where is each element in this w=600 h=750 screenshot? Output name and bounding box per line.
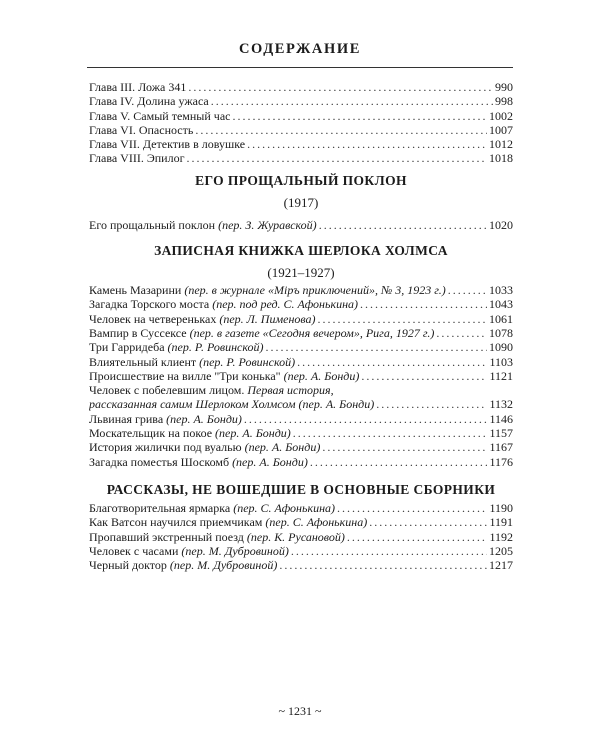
page-header-title: СОДЕРЖАНИЕ <box>238 41 362 57</box>
entry-title: Человек с часами <box>89 543 179 558</box>
leader-dots <box>293 426 488 440</box>
entry-translator: (пер. Л. Пименова) <box>219 311 316 326</box>
toc-entry <box>89 544 513 558</box>
leader-dots <box>291 544 487 558</box>
entry-page: 1061 <box>489 311 513 326</box>
entry-translator: (пер. Р. Ровинской) <box>167 340 264 355</box>
table-of-contents <box>89 80 513 572</box>
leader-dots <box>195 123 487 137</box>
toc-entry-line2 <box>89 397 513 411</box>
entry-page: 1146 <box>489 411 513 426</box>
entry-title: Камень Мазарини <box>89 283 182 298</box>
leader-dots <box>318 312 487 326</box>
toc-entry <box>89 218 513 232</box>
section-title: РАССКАЗЫ, НЕ ВОШЕДШИЕ В ОСНОВНЫЕ СБОРНИКИ <box>106 481 496 497</box>
entry-translator: (пер. А. Бонди) <box>215 426 291 441</box>
toc-entry <box>89 283 513 297</box>
leader-dots <box>369 515 487 529</box>
leader-dots <box>188 80 493 94</box>
page-number: ~ 1231 ~ <box>278 704 322 718</box>
entry-title: Пропавший экстренный поезд <box>89 529 244 544</box>
leader-dots <box>232 109 487 123</box>
entry-page: 1167 <box>489 440 513 455</box>
leader-dots <box>310 455 488 469</box>
toc-entry <box>89 369 513 383</box>
entry-translator: (пер. З. Журавской) <box>218 217 317 232</box>
entry-page: 1043 <box>489 297 513 312</box>
leader-dots <box>247 137 487 151</box>
toc-entry <box>89 312 513 326</box>
toc-entry <box>89 440 513 454</box>
entry-title: Львиная грива <box>89 411 164 426</box>
toc-entry-line1 <box>89 383 513 397</box>
entry-title: Человек с побелевшим лицом. <box>89 383 245 398</box>
entry-title: Три Гарридеба <box>89 340 165 355</box>
entry-page: 1157 <box>489 426 513 441</box>
entry-title: Человек на четвереньках <box>89 311 217 326</box>
entry-translator: (пер. А. Бонди) <box>232 454 308 469</box>
toc-entry <box>89 109 513 123</box>
leader-dots <box>337 501 487 515</box>
entry-title: Глава III. Ложа 341 <box>89 80 187 94</box>
entry-page: 990 <box>495 80 513 94</box>
entry-translator: (пер. в журнале «Мiръ приключений», № 3, 1923 г.) <box>184 283 446 298</box>
entry-page: 1002 <box>489 108 513 123</box>
chapter-list <box>89 80 513 166</box>
entry-title: Вампир в Суссексе <box>89 325 187 340</box>
toc-entry <box>89 530 513 544</box>
toc-entry <box>89 80 513 94</box>
entry-page: 1217 <box>489 558 513 573</box>
entry-translator: (пер. М. Дубровиной) <box>169 558 278 573</box>
entry-title: Влиятельный клиент <box>89 354 197 369</box>
entry-page: 1132 <box>489 397 513 412</box>
toc-entry <box>89 515 513 529</box>
entry-page: 1192 <box>489 529 513 544</box>
entry-translator: (пер. А. Бонди) <box>166 411 242 426</box>
toc-entry <box>89 412 513 426</box>
entry-page: 1103 <box>489 354 513 369</box>
leader-dots <box>297 355 487 369</box>
leader-dots <box>244 412 488 426</box>
leader-dots <box>360 297 487 311</box>
entry-page: 1012 <box>489 137 513 152</box>
leader-dots <box>211 94 493 108</box>
entry-title: Загадка поместья Шоскомб <box>89 454 230 469</box>
entry-translator: (пер. А. Бонди) <box>244 440 321 455</box>
leader-dots <box>279 558 487 572</box>
entry-title: Как Ватсон научился приемчикам <box>89 515 263 530</box>
entry-translator: (пер. С. Афонькина) <box>233 500 336 515</box>
entry-title: Глава VI. Опасность <box>89 122 194 137</box>
entry-title: Глава VII. Детектив в ловушке <box>89 137 246 152</box>
toc-entry <box>89 455 513 469</box>
entry-translator: (пер. М. Дубровиной) <box>181 543 289 558</box>
section-years: (1921–1927) <box>267 265 335 281</box>
leader-dots <box>266 340 487 354</box>
toc-entry <box>89 297 513 311</box>
entry-title: История жилички под вуалью <box>89 440 242 455</box>
entry-page: 998 <box>495 94 513 109</box>
toc-entry <box>89 137 513 151</box>
entry-translator: (пер. А. Бонди) <box>283 368 360 383</box>
entry-page: 1007 <box>489 122 513 137</box>
toc-entry <box>89 501 513 515</box>
entry-title: Черный доктор <box>89 558 167 573</box>
entry-translator: (пер. К. Русановой) <box>246 529 345 544</box>
leader-dots <box>322 440 487 454</box>
leader-dots <box>319 218 487 232</box>
entry-page: 1033 <box>489 283 513 298</box>
entry-subtitle: Первая история, <box>247 383 334 398</box>
entry-page: 1205 <box>489 543 513 558</box>
entry-page: 1176 <box>489 454 513 469</box>
toc-entry <box>89 123 513 137</box>
entry-translator: (пер. в газете «Сегодня вечером», Рига, 1927 г.) <box>189 325 435 340</box>
entry-translator: (пер. Р. Ровинской) <box>199 354 296 369</box>
toc-entry <box>89 340 513 354</box>
entry-page: 1121 <box>489 368 513 383</box>
entry-title: Глава IV. Долина ужаса <box>89 94 209 109</box>
section-years: (1917) <box>283 194 319 210</box>
toc-entry <box>89 558 513 572</box>
leader-dots <box>436 326 487 340</box>
toc-entry <box>89 326 513 340</box>
entry-title: Глава V. Самый темный час <box>89 108 231 123</box>
toc-entry <box>89 94 513 108</box>
entry-title: Происшествие на вилле "Три конька" <box>89 368 281 383</box>
leader-dots <box>448 283 487 297</box>
entry-page: 1190 <box>489 500 513 515</box>
entry-page: 1090 <box>489 340 513 355</box>
entry-title: Москательщик на покое <box>89 426 213 441</box>
section-title: ЕГО ПРОЩАЛЬНЫЙ ПОКЛОН <box>195 172 407 188</box>
section-title: ЗАПИСНАЯ КНИЖКА ШЕРЛОКА ХОЛМСА <box>154 243 448 259</box>
entry-page: 1018 <box>489 151 513 166</box>
entry-translator: (пер. С. Афонькина) <box>265 515 368 530</box>
entry-title: Благотворительная ярмарка <box>89 500 231 515</box>
entry-title: Его прощальный поклон <box>89 217 216 232</box>
leader-dots <box>376 397 487 411</box>
leader-dots <box>347 530 488 544</box>
entry-title: Загадка Торского моста <box>89 297 210 312</box>
toc-entry <box>89 151 513 165</box>
entry-page: 1020 <box>489 217 513 232</box>
entry-translator: рассказанная самим Шерлоком Холмсом (пер. А. Бонди) <box>89 397 375 412</box>
entry-translator: (пер. под ред. С. Афонькина) <box>212 297 359 312</box>
header-rule <box>87 67 513 68</box>
entry-page: 1191 <box>489 515 513 530</box>
leader-dots <box>187 151 487 165</box>
toc-entry <box>89 426 513 440</box>
entry-title: Глава VIII. Эпилог <box>89 151 185 166</box>
toc-entry <box>89 355 513 369</box>
entry-page: 1078 <box>489 325 513 340</box>
leader-dots <box>361 369 487 383</box>
